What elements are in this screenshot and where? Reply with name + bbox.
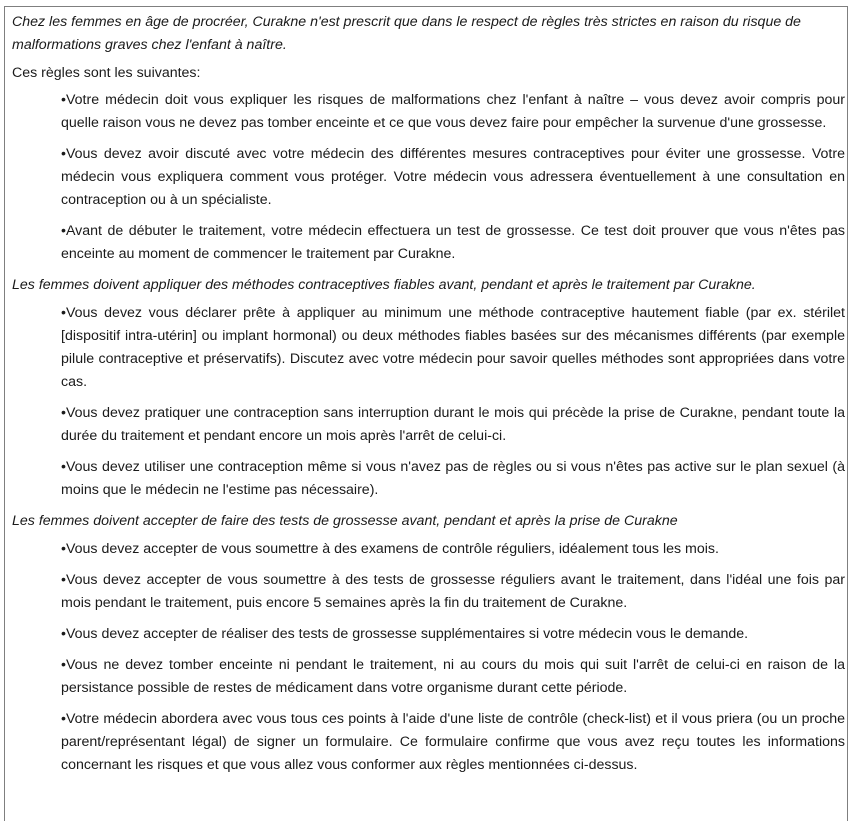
bullet-text: Vous ne devez tomber enceinte ni pendant le traitement, ni au cours du mois qui suit l'arrêt de celui-ci en raison de la persistance possible de restes de médicament dans votre organisme durant cette période. bbox=[61, 657, 845, 696]
bullet-icon: • bbox=[61, 146, 66, 162]
bullet-item bbox=[61, 89, 845, 135]
bullet-list bbox=[12, 302, 847, 502]
bullet-item bbox=[61, 143, 845, 212]
bullet-list bbox=[12, 89, 847, 266]
bullet-text: Vous devez accepter de réaliser des tests de grossesse supplémentaires si votre médecin vous le demande. bbox=[65, 626, 749, 642]
bullet-item bbox=[61, 569, 845, 615]
bullet-text: Vous devez pratiquer une contraception sans interruption durant le mois qui précède la prise de Curakne, pendant toute la durée du traitement et pendant encore un mois après l'arrêt de celui-ci. bbox=[61, 405, 845, 444]
bullet-text: Vous devez utiliser une contraception même si vous n'avez pas de règles ou si vous n'êtes pas active sur le plan sexuel (à moins que le médecin ne l'estime pas nécessaire). bbox=[61, 459, 845, 498]
bullet-icon: • bbox=[61, 541, 66, 557]
bullet-item bbox=[61, 538, 845, 561]
bullet-icon: • bbox=[61, 657, 66, 673]
bullet-text: Vous devez avoir discuté avec votre médecin des différentes mesures contraceptives pour éviter une grossesse. Votre médecin vous expliquera comment vous protéger. Votre médecin vous adressera éventuellement à une consultation en contraception ou à un spécialiste. bbox=[61, 146, 845, 208]
bullet-item bbox=[61, 220, 845, 266]
bullet-text: Avant de débuter le traitement, votre médecin effectuera un test de grossesse. Ce test doit prouver que vous n'êtes pas enceinte au moment de commencer le traitement par Curakne. bbox=[61, 223, 845, 262]
document-content bbox=[5, 7, 847, 777]
bullet-text: Vous devez accepter de vous soumettre à des tests de grossesse réguliers avant le traitement, dans l'idéal une fois par mois pendant le traitement, puis encore 5 semaines après la fin du traitement de Curakne. bbox=[61, 572, 845, 611]
bullet-item bbox=[61, 654, 845, 700]
bullet-item bbox=[61, 302, 845, 394]
bullet-item bbox=[61, 623, 845, 646]
bullet-icon: • bbox=[61, 405, 66, 421]
bullet-icon: • bbox=[61, 223, 66, 239]
bullet-item bbox=[61, 708, 845, 777]
bullet-text: Vous devez vous déclarer prête à appliquer au minimum une méthode contraceptive hautement fiable (par ex. stérilet [dispositif intra-utérin] ou implant hormonal) ou deux méthodes fiables basées sur des mécanismes différents (par exemple pilule contraceptive et préservatifs). Discutez avec votre médecin pour savoir quelles méthodes sont appropriées dans votre cas. bbox=[61, 305, 845, 390]
intro-paragraph: Chez les femmes en âge de procréer, Curakne n'est prescrit que dans le respect de règles très strictes en raison du risque de malformations graves chez l'enfant à naître. bbox=[12, 14, 801, 53]
bullet-icon: • bbox=[61, 459, 66, 475]
document-frame bbox=[4, 6, 848, 821]
bullet-icon: • bbox=[61, 305, 66, 321]
bullet-text: Votre médecin abordera avec vous tous ces points à l'aide d'une liste de contrôle (check-list) et il vous priera (ou un proche parent/représentant légal) de signer un formulaire. Ce formulaire confirme que vous avez reçu toutes les informations concernant les risques et que vous allez vous conformer aux règles mentionnées ci-dessus. bbox=[61, 711, 845, 773]
bullet-item bbox=[61, 402, 845, 448]
section-heading: Les femmes doivent appliquer des méthodes contraceptives fiables avant, pendant et après le traitement par Curakne. bbox=[12, 277, 756, 293]
bullet-text: Vous devez accepter de vous soumettre à des examens de contrôle réguliers, idéalement tous les mois. bbox=[65, 541, 719, 557]
sections-container bbox=[12, 89, 847, 777]
bullet-item bbox=[61, 456, 845, 502]
bullet-icon: • bbox=[61, 572, 66, 588]
rules-intro: Ces règles sont les suivantes: bbox=[12, 65, 201, 81]
bullet-icon: • bbox=[61, 626, 66, 642]
bullet-text: Votre médecin doit vous expliquer les risques de malformations chez l'enfant à naître – vous devez avoir compris pour quelle raison vous ne devez pas tomber enceinte et ce que vous devez faire pour empêcher la survenue d'une grossesse. bbox=[61, 92, 845, 131]
bullet-list bbox=[12, 538, 847, 777]
section-heading: Les femmes doivent accepter de faire des tests de grossesse avant, pendant et après la prise de Curakne bbox=[12, 513, 678, 529]
bullet-icon: • bbox=[61, 711, 66, 727]
bullet-icon: • bbox=[61, 92, 66, 108]
